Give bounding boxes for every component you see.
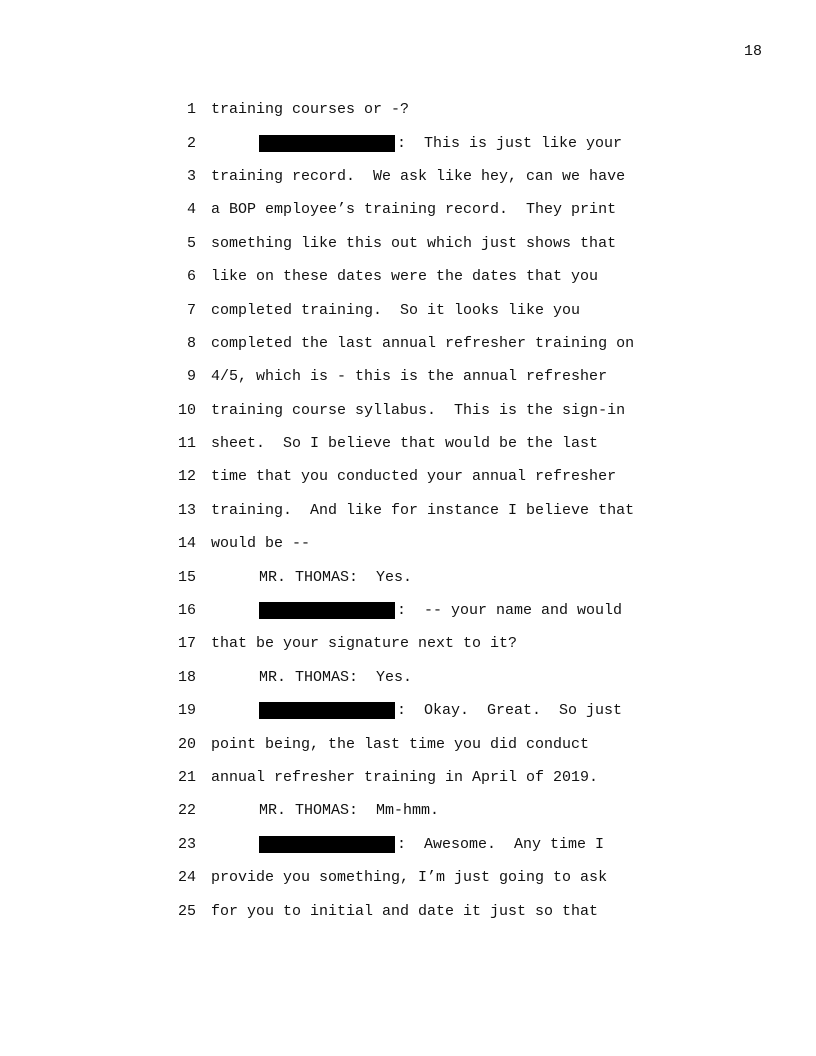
line-text: time that you conducted your annual refresher [211, 468, 617, 486]
page-number: 18 [743, 43, 762, 60]
line-number: 24 [177, 869, 196, 887]
line-text: completed training. So it looks like you [211, 301, 581, 319]
line-text: MR. THOMAS: Yes. [259, 568, 413, 586]
line-text: sheet. So I believe that would be the last [211, 435, 599, 453]
line-text: like on these dates were the dates that you [211, 268, 599, 286]
line-text: : -- your name and would [397, 602, 623, 620]
transcript-line [170, 761, 730, 794]
transcript-body [170, 93, 730, 928]
line-number: 6 [186, 268, 196, 286]
transcript-line [170, 126, 730, 159]
transcript-line [170, 227, 730, 260]
transcript-line [170, 727, 730, 760]
line-number: 22 [177, 802, 196, 820]
transcript-line [170, 394, 730, 427]
line-number: 13 [177, 501, 196, 519]
redaction-block [259, 702, 395, 719]
line-text: training record. We ask like hey, can we have [211, 167, 626, 185]
line-text: point being, the last time you did conduct [211, 735, 590, 753]
line-text: training. And like for instance I believe that [211, 501, 635, 519]
transcript-line [170, 260, 730, 293]
transcript-line [170, 560, 730, 593]
transcript-line [170, 861, 730, 894]
redaction-block [259, 602, 395, 619]
line-text: training courses or -? [211, 101, 410, 119]
line-text: that be your signature next to it? [211, 635, 518, 653]
transcript-line [170, 193, 730, 226]
line-number: 20 [177, 735, 196, 753]
line-text: something like this out which just shows that [211, 234, 617, 252]
transcript-line [170, 794, 730, 827]
transcript-line [170, 894, 730, 927]
transcript-line [170, 160, 730, 193]
line-number: 14 [177, 535, 196, 553]
transcript-line [170, 594, 730, 627]
redaction-block [259, 135, 395, 152]
line-text: would be -- [211, 535, 311, 553]
line-number: 4 [186, 201, 196, 219]
line-number: 2 [186, 134, 196, 152]
transcript-line [170, 694, 730, 727]
line-text: : This is just like your [397, 134, 623, 152]
transcript-line [170, 627, 730, 660]
line-number: 8 [186, 334, 196, 352]
line-number: 15 [177, 568, 196, 586]
transcript-line [170, 427, 730, 460]
transcript-line [170, 661, 730, 694]
line-number: 1 [186, 101, 196, 119]
line-text: 4/5, which is - this is the annual refresher [211, 368, 608, 386]
line-number: 18 [177, 668, 196, 686]
line-text: : Awesome. Any time I [397, 835, 605, 853]
line-text: : Okay. Great. So just [397, 702, 623, 720]
line-text: for you to initial and date it just so that [211, 902, 599, 920]
line-text: MR. THOMAS: Mm-hmm. [259, 802, 440, 820]
line-number: 10 [177, 401, 196, 419]
transcript-line [170, 527, 730, 560]
line-text: a BOP employee’s training record. They print [211, 201, 617, 219]
transcript-line [170, 494, 730, 527]
line-number: 19 [177, 702, 196, 720]
line-number: 11 [177, 435, 196, 453]
transcript-line [170, 828, 730, 861]
line-number: 7 [186, 301, 196, 319]
redaction-block [259, 836, 395, 853]
transcript-line [170, 360, 730, 393]
transcript-line [170, 293, 730, 326]
transcript-line [170, 460, 730, 493]
line-number: 17 [177, 635, 196, 653]
line-number: 16 [177, 602, 196, 620]
line-number: 5 [186, 234, 196, 252]
line-number: 3 [186, 167, 196, 185]
transcript-line [170, 327, 730, 360]
line-text: provide you something, I’m just going to ask [211, 869, 608, 887]
line-text: annual refresher training in April of 2019. [211, 769, 599, 786]
line-text: MR. THOMAS: Yes. [259, 668, 413, 686]
line-number: 25 [177, 902, 196, 920]
line-number: 9 [186, 368, 196, 386]
line-text: completed the last annual refresher training on [211, 334, 635, 352]
line-number: 21 [177, 769, 196, 786]
transcript-line [170, 93, 730, 126]
line-text: training course syllabus. This is the sign-in [211, 401, 626, 419]
line-number: 12 [177, 468, 196, 486]
line-number: 23 [177, 835, 196, 853]
